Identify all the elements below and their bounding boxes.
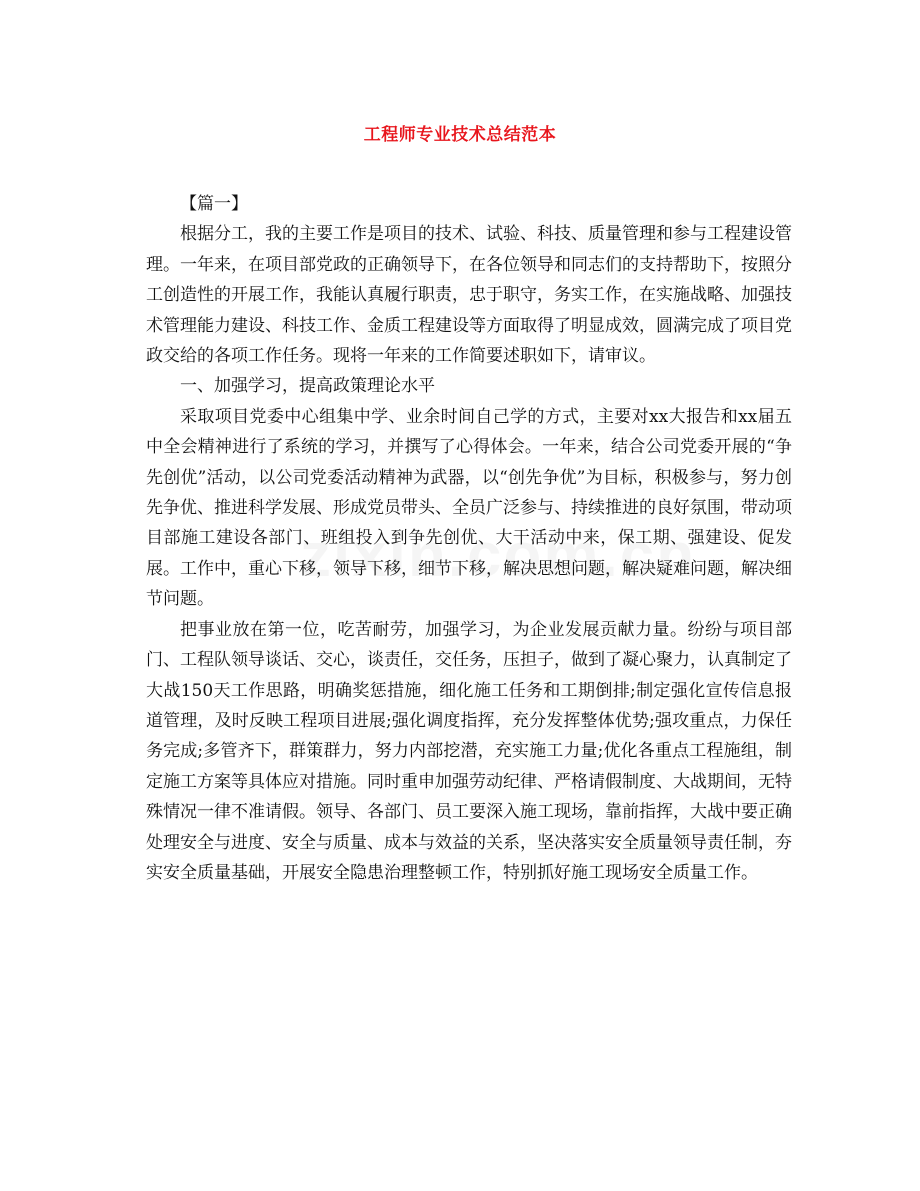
paragraph-career: 把事业放在第一位，吃苦耐劳，加强学习，为企业发展贡献力量。纷纷与项目部门、工程队领导谈话、交心，谈责任，交任务，压担子，做到了凝心聚力，认真制定了大战150天工作思路，明确奖惩措施，细化施工任务和工期倒排;制定强化宣传信息报道管理，及时反映工程项目进展;强化调度指挥，充分发挥整体优势;强攻重点，力保任务完成;多管齐下，群策群力，努力内部挖潜，充实施工力量;优化各重点工程施组，制定施工方案等具体应对措施。同时重申加强劳动纪律、严格请假制度、大战期间，无特殊情况一律不准请假。领导、各部门、员工要深入施工现场，靠前指挥，大战中要正确处理安全与进度、安全与质量、成本与效益的关系，坚决落实安全质量领导责任制，夯实安全质量基础，开展安全隐患治理整顿工作，特别抓好施工现场安全质量工作。: [146, 619, 792, 883]
document-title: 工程师专业技术总结范本: [363, 125, 557, 145]
paragraph-study: 采取项目党委中心组集中学、业余时间自己学的方式，主要对xx大报告和xx届五中全会精神进行了系统的学习，并撰写了心得体会。一年来，结合公司党委开展的“争先创优”活动，以公司党委活动精神为武器，以“创先争优”为目标，积极参与，努力创先争优、推进科学发展、形成党员带头、全员广泛参与、持续推进的良好氛围，带动项目部施工建设各部门、班组投入到争先创优、大干活动中来，保工期、强建设、促发展。工作中，重心下移，领导下移，细节下移，解决思想问题，解决疑难问题，解决细节问题。: [146, 406, 792, 610]
section-heading-part-one: 【篇一】: [180, 194, 248, 214]
paragraph-intro: 根据分工，我的主要工作是项目的技术、试验、科技、质量管理和参与工程建设管理。一年来，在项目部党政的正确领导下，在各位领导和同志们的支持帮助下，按照分工创造性的开展工作，我能认真履行职责，忠于职守，务实工作，在实施战略、加强技术管理能力建设、科技工作、金质工程建设等方面取得了明显成效，圆满完成了项目党政交给的各项工作任务。现将一年来的工作简要述职如下，请审议。: [146, 224, 792, 367]
section-heading-study: 一、加强学习，提高政策理论水平: [180, 376, 435, 397]
document-body: [146, 189, 792, 888]
